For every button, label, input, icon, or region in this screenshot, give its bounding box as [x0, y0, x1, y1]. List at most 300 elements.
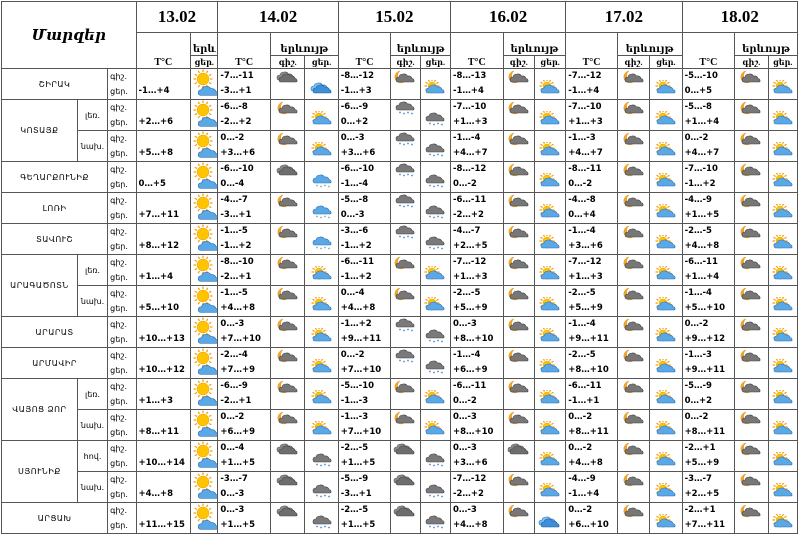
moon-cloud-icon — [735, 131, 767, 146]
temp-cell — [218, 317, 271, 348]
period-labels — [108, 100, 136, 131]
weather-icon-cell — [617, 69, 649, 100]
day-temp: +6…+9 — [220, 427, 255, 437]
moon-cloud-icon — [271, 379, 304, 394]
day-temp: +6…+10 — [568, 520, 609, 530]
day-temp: +8…+12 — [138, 241, 179, 251]
weather-icon-cell — [534, 410, 565, 441]
moon-cloud-icon — [735, 317, 767, 332]
sun-cloud-icon — [191, 317, 217, 347]
temp-cell — [136, 317, 191, 348]
night-temp: -7…-12 — [452, 257, 487, 267]
snow-cloud-icon — [305, 452, 337, 467]
sun-cloud-icon — [191, 286, 217, 316]
weather-icon-cell — [391, 441, 420, 472]
weather-icon-cell — [191, 348, 218, 379]
forecast-row — [2, 441, 798, 472]
moon-cloud-icon — [504, 286, 534, 301]
temp-cell — [566, 255, 618, 286]
night-temp: -1…-4 — [452, 133, 481, 143]
weather-icon-cell — [617, 441, 649, 472]
day-temp: +1…+4 — [138, 272, 174, 282]
snow-cloud-icon — [421, 452, 450, 467]
sun-cloud-icon — [535, 297, 565, 312]
night-label: գիշ. — [110, 289, 128, 298]
day-temp: +1…+5 — [684, 210, 720, 220]
day-temp: 0…-3 — [340, 210, 365, 220]
weather-icon-cell — [650, 503, 682, 534]
weather-icon-cell — [391, 410, 420, 441]
temp-cell — [450, 193, 503, 224]
weather-icon-cell — [270, 410, 304, 441]
temp-cell — [338, 379, 391, 410]
weather-icon-cell — [305, 317, 338, 348]
snow-cloud-icon — [421, 142, 450, 157]
weather-icon-cell — [534, 379, 565, 410]
moon-cloud-icon — [271, 255, 304, 270]
night-temp: 0…-3 — [220, 319, 245, 329]
weather-icon-cell — [391, 317, 420, 348]
weather-icon-cell — [391, 379, 420, 410]
night-label: գիշ. — [110, 320, 128, 329]
night-temp: -8…-12 — [340, 71, 375, 81]
night-temp: -7…-11 — [220, 71, 254, 81]
moon-cloud-icon — [735, 224, 767, 239]
temp-cell — [566, 162, 618, 193]
forecast-row — [2, 317, 798, 348]
temp-cell — [682, 224, 735, 255]
night-temp: -1…-4 — [568, 319, 596, 329]
weather-icon-cell — [191, 69, 218, 100]
weather-icon-cell — [735, 131, 768, 162]
day-temp: +5…+9 — [452, 303, 488, 313]
sun-cloud-icon — [650, 514, 681, 529]
snow-cloud-icon — [305, 173, 337, 188]
weather-icon-cell — [191, 193, 218, 224]
temp-cell — [682, 472, 735, 503]
forecast-row — [2, 131, 798, 162]
sun-cloud-icon — [769, 452, 798, 467]
night-temp: -8…-13 — [452, 71, 487, 81]
weather-icon-cell — [391, 224, 420, 255]
weather-icon-cell — [768, 131, 798, 162]
period-labels — [108, 503, 136, 534]
temp-cell — [218, 503, 271, 534]
night-temp: 0…-2 — [568, 412, 593, 422]
temp-col-header: T°C — [218, 33, 271, 69]
phenomenon-col-header: երևույթ — [270, 33, 338, 56]
moon-cloud-icon — [504, 69, 534, 84]
forecast-row — [2, 379, 798, 410]
subregion-name: լեռ. — [77, 255, 107, 286]
region-name: ԱՐՑԱԽ — [2, 503, 108, 534]
weather-icon-cell — [650, 472, 682, 503]
day-temp: +1…+3 — [452, 272, 488, 282]
sun-cloud-icon — [769, 514, 798, 529]
temp-cell — [136, 162, 191, 193]
weather-icon-cell — [617, 317, 649, 348]
moon-cloud-icon — [391, 286, 419, 301]
day-temp: +5…+10 — [684, 303, 726, 313]
sun-cloud-icon — [535, 483, 565, 498]
weather-icon-cell — [270, 255, 304, 286]
day-temp: 0…-2 — [568, 179, 593, 189]
sun-cloud-icon — [650, 111, 681, 126]
weather-icon-cell — [534, 441, 565, 472]
temp-cell — [136, 410, 191, 441]
weather-icon-cell — [503, 441, 534, 472]
region-name: ԱՐԱԳԱԾՈՏՆ — [2, 255, 78, 317]
snow-cloud-icon — [391, 348, 419, 363]
temp-cell — [450, 348, 503, 379]
night-temp: -1…-3 — [340, 412, 369, 422]
night-label: գիշ. — [110, 382, 128, 391]
night-temp: -8…-11 — [568, 164, 602, 174]
phenomenon-col-header: երևույթ — [503, 33, 566, 56]
temp-cell — [682, 100, 735, 131]
weather-icon-cell — [503, 348, 534, 379]
weather-icon-cell — [391, 193, 420, 224]
sun-cloud-icon — [650, 390, 681, 405]
temp-cell — [682, 286, 735, 317]
weather-icon-cell — [617, 348, 649, 379]
snow-cloud-icon — [391, 162, 419, 177]
day-temp: -1…+2 — [220, 241, 252, 251]
day-temp: +7…+10 — [220, 334, 261, 344]
moon-cloud-icon — [271, 131, 304, 146]
forecast-row — [2, 472, 798, 503]
weather-icon-cell — [420, 379, 450, 410]
temp-cell — [566, 410, 618, 441]
weather-icon-cell — [420, 131, 450, 162]
sun-cloud-icon — [535, 452, 565, 467]
night-temp: -7…-12 — [568, 71, 602, 81]
region-name: ԼՈՌԻ — [2, 193, 108, 224]
snow-cloud-icon — [305, 204, 337, 219]
night-temp: -3…-7 — [684, 474, 712, 484]
night-temp: -4…-9 — [568, 474, 596, 484]
night-temp: -5…-10 — [684, 71, 718, 81]
moon-cloud-icon — [271, 193, 304, 208]
moon-cloud-icon — [618, 100, 649, 115]
day-temp: -1…+4 — [568, 86, 600, 96]
temp-cell — [338, 410, 391, 441]
weather-icon-cell — [650, 348, 682, 379]
day-temp: +3…+6 — [452, 458, 488, 468]
moon-cloud-icon — [618, 131, 649, 146]
weather-icon-cell — [768, 441, 798, 472]
sun-cloud-icon — [421, 266, 450, 281]
date-header: 13.02 — [136, 2, 218, 33]
weather-icon-cell — [191, 100, 218, 131]
weather-icon-cell — [305, 286, 338, 317]
night-temp: -7…-10 — [684, 164, 718, 174]
temp-cell — [338, 69, 391, 100]
weather-icon-cell — [735, 100, 768, 131]
forecast-row — [2, 348, 798, 379]
night-temp: -2…-5 — [568, 288, 596, 298]
day-temp: +4…+8 — [220, 303, 255, 313]
temp-cell — [450, 224, 503, 255]
weather-icon-cell — [503, 317, 534, 348]
period-labels — [108, 317, 136, 348]
night-temp: -3…-7 — [220, 474, 248, 484]
moon-cloud-icon — [271, 410, 304, 425]
weather-icon-cell — [768, 472, 798, 503]
weather-icon-cell — [191, 379, 218, 410]
moon-cloud-icon — [618, 286, 649, 301]
temp-cell — [338, 503, 391, 534]
date-header: 14.02 — [218, 2, 338, 33]
snow-cloud-icon — [305, 235, 337, 250]
weather-icon-cell — [534, 317, 565, 348]
night-col-header: գիշ. — [270, 56, 304, 69]
snow-cloud-icon — [305, 483, 337, 498]
phenomenon-col-header: երև — [191, 33, 218, 56]
moon-cloud-icon — [735, 286, 767, 301]
temp-cell — [682, 131, 735, 162]
region-name: ԱՐԱՐԱՏ — [2, 317, 108, 348]
snow-cloud-icon — [421, 204, 450, 219]
day-temp: -1…+2 — [340, 272, 372, 282]
night-label: գիշ. — [110, 413, 128, 422]
moon-cloud-icon — [735, 193, 767, 208]
sun-cloud-icon — [305, 266, 337, 281]
moon-cloud-icon — [391, 410, 419, 425]
moon-cloud-icon — [271, 100, 304, 115]
weather-icon-cell — [420, 255, 450, 286]
night-temp: -1…+2 — [340, 319, 372, 329]
day-temp: +5…+8 — [138, 148, 174, 158]
day-temp: +8…+10 — [452, 427, 494, 437]
temp-cell — [218, 348, 271, 379]
sun-cloud-icon — [650, 328, 681, 343]
weather-icon-cell — [305, 348, 338, 379]
sun-cloud-icon — [535, 359, 565, 374]
day-temp: 0…+4 — [568, 210, 596, 220]
region-name: ԿՈՏԱՅՔ — [2, 100, 78, 162]
night-temp: -1…-3 — [568, 133, 596, 143]
day-temp: -3…+1 — [220, 86, 252, 96]
date-header: 15.02 — [338, 2, 450, 33]
weather-icon-cell — [534, 162, 565, 193]
night-temp: -7…-10 — [452, 102, 487, 112]
day-temp: 0…-3 — [220, 489, 245, 499]
day-temp: +4…+8 — [340, 303, 376, 313]
night-temp: -5…-10 — [340, 381, 375, 391]
snow-cloud-icon — [421, 359, 450, 374]
temp-cell — [218, 100, 271, 131]
snow-cloud-icon — [421, 328, 450, 343]
sun-cloud-icon — [769, 173, 798, 188]
period-labels — [108, 193, 136, 224]
day-temp: +4…+8 — [684, 241, 720, 251]
day-label: ցեր. — [110, 211, 128, 220]
temp-cell — [218, 224, 271, 255]
snow-cloud-icon — [421, 483, 450, 498]
weather-icon-cell — [617, 410, 649, 441]
temp-cell — [338, 472, 391, 503]
snow-cloud-icon — [391, 100, 419, 115]
temp-cell — [566, 193, 618, 224]
weather-icon-cell — [534, 131, 565, 162]
weather-icon-cell — [305, 503, 338, 534]
temp-cell — [682, 503, 735, 534]
weather-icon-cell — [768, 255, 798, 286]
day-temp: +9…+11 — [340, 334, 382, 344]
forecast-row — [2, 224, 798, 255]
night-temp: -7…-10 — [568, 102, 602, 112]
day-temp: +1…+5 — [220, 458, 255, 468]
temp-cell — [218, 286, 271, 317]
weather-icon-cell — [391, 100, 420, 131]
moon-cloud-icon — [504, 193, 534, 208]
weather-icon-cell — [503, 255, 534, 286]
temp-cell — [338, 317, 391, 348]
weather-icon-cell — [305, 162, 338, 193]
day-temp: 0…-2 — [452, 396, 477, 406]
temp-cell — [450, 472, 503, 503]
night-temp: 0…-2 — [684, 319, 709, 329]
weather-icon-cell — [391, 255, 420, 286]
moon-cloud-icon — [735, 100, 767, 115]
cloud-icon — [305, 80, 337, 95]
sun-cloud-icon — [769, 297, 798, 312]
temp-cell — [136, 100, 191, 131]
day-temp: +8…+10 — [452, 334, 494, 344]
night-label: գիշ. — [110, 72, 128, 81]
sun-cloud-icon — [535, 142, 565, 157]
snow-cloud-icon — [391, 317, 419, 332]
night-temp: -2…-5 — [568, 350, 596, 360]
moon-cloud-icon — [504, 472, 534, 487]
weather-icon-cell — [270, 472, 304, 503]
weather-icon-cell — [420, 472, 450, 503]
sun-cloud-icon — [191, 348, 217, 378]
day-temp: +8…+10 — [568, 365, 609, 375]
snow-cloud-icon — [305, 514, 337, 529]
day-label: ցեր. — [110, 273, 128, 282]
weather-icon-cell — [735, 193, 768, 224]
date-header: 16.02 — [450, 2, 565, 33]
moon-cloud-icon — [271, 224, 304, 239]
day-temp: +5…+9 — [568, 303, 603, 313]
temp-col-header: T°C — [682, 33, 735, 69]
sun-cloud-icon — [650, 204, 681, 219]
weather-icon-cell — [503, 69, 534, 100]
weather-icon-cell — [420, 410, 450, 441]
day-temp: 0…+5 — [684, 86, 713, 96]
temp-cell — [450, 255, 503, 286]
moon-cloud-icon — [504, 348, 534, 363]
moon-cloud-icon — [735, 472, 767, 487]
moon-cloud-icon — [504, 131, 534, 146]
weather-icon-cell — [420, 441, 450, 472]
moon-cloud-icon — [618, 193, 649, 208]
day-temp: +8…+11 — [684, 427, 726, 437]
night-temp: -1…-4 — [452, 350, 481, 360]
weather-icon-cell — [270, 131, 304, 162]
moon-cloud-icon — [504, 317, 534, 332]
sun-cloud-icon — [650, 421, 681, 436]
weather-icon-cell — [768, 100, 798, 131]
weather-icon-cell — [735, 348, 768, 379]
temp-cell — [450, 503, 503, 534]
day-temp: +9…+12 — [684, 334, 726, 344]
day-label: ցեր. — [110, 428, 128, 437]
weather-icon-cell — [534, 224, 565, 255]
forecast-row — [2, 410, 798, 441]
day-temp: +8…+11 — [568, 427, 609, 437]
night-temp: -6…-11 — [340, 257, 375, 267]
day-temp: +4…+8 — [452, 520, 488, 530]
period-labels — [108, 348, 136, 379]
temp-cell — [338, 193, 391, 224]
weather-icon-cell — [420, 193, 450, 224]
night-temp: 0…-2 — [568, 505, 593, 515]
night-temp: 0…-2 — [220, 412, 245, 422]
night-temp: -6…-10 — [340, 164, 375, 174]
cloudy-icon — [271, 162, 304, 177]
weather-icon-cell — [617, 131, 649, 162]
subregion-name: նախ. — [77, 410, 107, 441]
weather-icon-cell — [270, 379, 304, 410]
sun-cloud-icon — [305, 142, 337, 157]
temp-cell — [136, 441, 191, 472]
night-temp: 0…-2 — [568, 443, 593, 453]
night-temp: 0…-2 — [340, 350, 365, 360]
sun-cloud-icon — [650, 142, 681, 157]
night-temp: -2…-5 — [340, 443, 369, 453]
weather-icon-cell — [650, 255, 682, 286]
weather-icon-cell — [503, 503, 534, 534]
moon-cloud-icon — [735, 348, 767, 363]
weather-icon-cell — [270, 100, 304, 131]
moon-cloud-icon — [618, 162, 649, 177]
weather-icon-cell — [391, 348, 420, 379]
day-temp: +1…+3 — [138, 396, 174, 406]
sun-cloud-icon — [769, 111, 798, 126]
weather-icon-cell — [735, 255, 768, 286]
day-temp: 0…+5 — [138, 179, 166, 189]
night-temp: -1…-5 — [220, 226, 248, 236]
weather-icon-cell — [617, 503, 649, 534]
weather-icon-cell — [191, 317, 218, 348]
forecast-table — [1, 1, 798, 534]
cloudy-icon — [271, 472, 304, 487]
cloudy-icon — [504, 441, 534, 456]
period-labels — [108, 255, 136, 286]
temp-cell — [450, 379, 503, 410]
day-temp: -1…-3 — [340, 396, 369, 406]
moon-cloud-icon — [618, 224, 649, 239]
day-temp: +4…+7 — [452, 148, 488, 158]
temp-cell — [566, 69, 618, 100]
weather-icon-cell — [650, 224, 682, 255]
night-temp: -6…-11 — [568, 381, 602, 391]
weather-icon-cell — [270, 348, 304, 379]
night-label: գիշ. — [110, 475, 128, 484]
period-labels — [108, 379, 136, 410]
temp-cell — [566, 348, 618, 379]
weather-icon-cell — [617, 379, 649, 410]
day-temp: +1…+5 — [340, 458, 376, 468]
night-label: գիշ. — [110, 351, 128, 360]
day-label: ցեր. — [110, 459, 128, 468]
moon-cloud-icon — [618, 317, 649, 332]
night-temp: -1…-4 — [684, 288, 712, 298]
sun-cloud-icon — [769, 483, 798, 498]
